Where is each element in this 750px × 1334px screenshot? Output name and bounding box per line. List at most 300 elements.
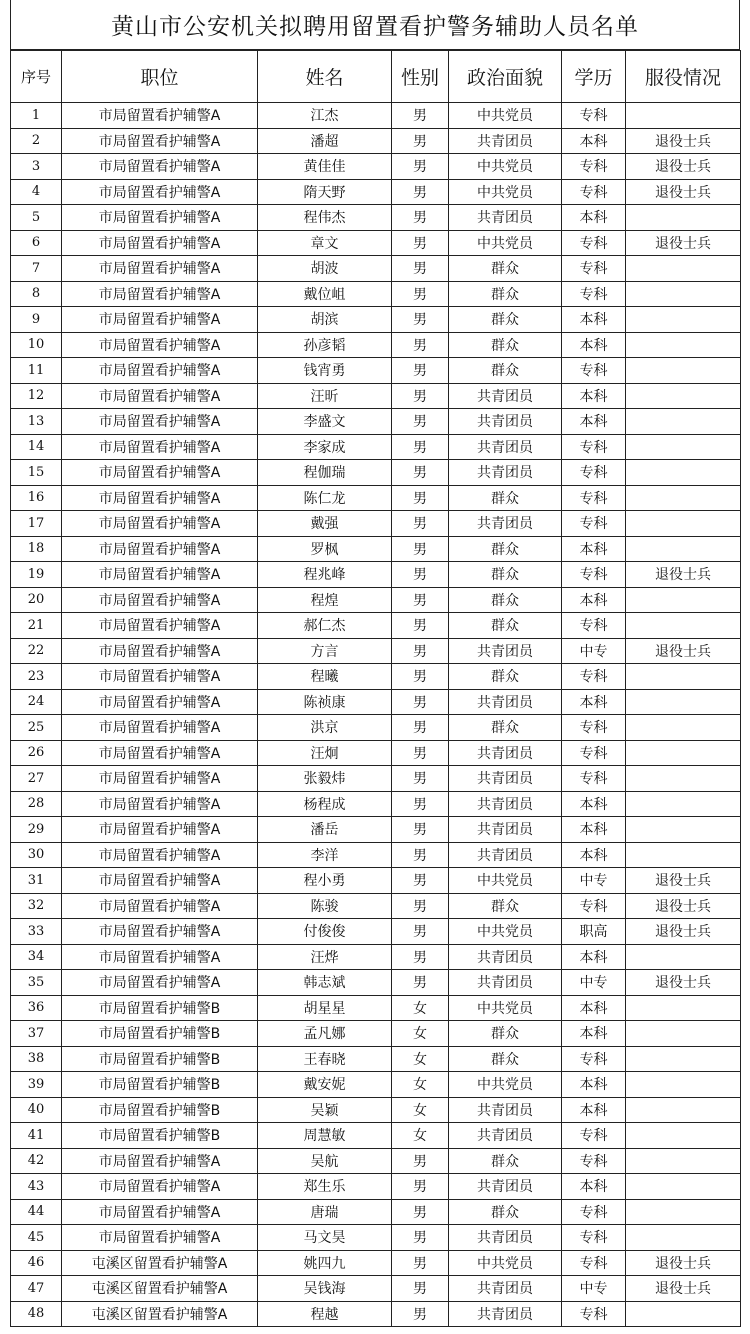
- cell-military-service: [626, 1072, 741, 1098]
- table-row: [11, 1225, 741, 1251]
- cell-serial: 28: [11, 791, 62, 817]
- cell-education: 本科: [562, 1174, 626, 1200]
- cell-name: 罗枫: [258, 536, 392, 562]
- cell-education: 专科: [562, 154, 626, 180]
- cell-military-service: [626, 256, 741, 282]
- cell-gender: 男: [392, 230, 449, 256]
- cell-gender: 男: [392, 358, 449, 384]
- cell-military-service: [626, 1148, 741, 1174]
- cell-serial: 17: [11, 511, 62, 537]
- table-row: [11, 893, 741, 919]
- cell-position: 市局留置看护辅警A: [62, 842, 258, 868]
- cell-military-service: 退役士兵: [626, 868, 741, 894]
- cell-political-status: 共青团员: [449, 383, 562, 409]
- cell-gender: 女: [392, 995, 449, 1021]
- cell-military-service: [626, 409, 741, 435]
- header-education: 学历: [562, 51, 626, 103]
- cell-political-status: 群众: [449, 307, 562, 333]
- cell-name: 李洋: [258, 842, 392, 868]
- cell-military-service: [626, 715, 741, 741]
- cell-education: 本科: [562, 842, 626, 868]
- cell-education: 本科: [562, 944, 626, 970]
- cell-gender: 男: [392, 1276, 449, 1302]
- cell-position: 市局留置看护辅警A: [62, 715, 258, 741]
- table-row: [11, 995, 741, 1021]
- cell-serial: 36: [11, 995, 62, 1021]
- cell-military-service: [626, 511, 741, 537]
- cell-serial: 45: [11, 1225, 62, 1251]
- cell-position: 市局留置看护辅警A: [62, 766, 258, 792]
- cell-serial: 26: [11, 740, 62, 766]
- cell-serial: 13: [11, 409, 62, 435]
- cell-education: 本科: [562, 1072, 626, 1098]
- table-row: [11, 638, 741, 664]
- cell-name: 汪烨: [258, 944, 392, 970]
- cell-name: 程伟杰: [258, 205, 392, 231]
- cell-political-status: 共青团员: [449, 791, 562, 817]
- cell-serial: 2: [11, 128, 62, 154]
- cell-political-status: 群众: [449, 893, 562, 919]
- cell-position: 市局留置看护辅警A: [62, 358, 258, 384]
- cell-education: 本科: [562, 1097, 626, 1123]
- cell-military-service: [626, 281, 741, 307]
- table-row: [11, 358, 741, 384]
- cell-education: 专科: [562, 358, 626, 384]
- cell-serial: 8: [11, 281, 62, 307]
- cell-position: 屯溪区留置看护辅警A: [62, 1250, 258, 1276]
- cell-position: 市局留置看护辅警A: [62, 1174, 258, 1200]
- cell-education: 专科: [562, 511, 626, 537]
- cell-military-service: [626, 995, 741, 1021]
- header-position: 职位: [62, 51, 258, 103]
- cell-gender: 男: [392, 817, 449, 843]
- cell-education: 本科: [562, 995, 626, 1021]
- cell-name: 陈祯康: [258, 689, 392, 715]
- cell-political-status: 中共党员: [449, 919, 562, 945]
- cell-serial: 44: [11, 1199, 62, 1225]
- table-row: [11, 1276, 741, 1302]
- cell-gender: 男: [392, 1225, 449, 1251]
- cell-political-status: 群众: [449, 1021, 562, 1047]
- cell-political-status: 群众: [449, 485, 562, 511]
- cell-serial: 19: [11, 562, 62, 588]
- table-row: [11, 766, 741, 792]
- table-header-row: [11, 51, 741, 103]
- cell-political-status: 共青团员: [449, 1174, 562, 1200]
- cell-gender: 男: [392, 613, 449, 639]
- cell-position: 市局留置看护辅警B: [62, 1046, 258, 1072]
- cell-military-service: 退役士兵: [626, 1250, 741, 1276]
- cell-military-service: 退役士兵: [626, 562, 741, 588]
- cell-military-service: [626, 358, 741, 384]
- cell-political-status: 群众: [449, 536, 562, 562]
- cell-military-service: [626, 434, 741, 460]
- cell-gender: 男: [392, 970, 449, 996]
- cell-military-service: [626, 664, 741, 690]
- cell-military-service: [626, 817, 741, 843]
- cell-political-status: 共青团员: [449, 460, 562, 486]
- cell-education: 中专: [562, 970, 626, 996]
- cell-gender: 男: [392, 511, 449, 537]
- cell-position: 市局留置看护辅警A: [62, 383, 258, 409]
- cell-serial: 25: [11, 715, 62, 741]
- cell-serial: 5: [11, 205, 62, 231]
- cell-military-service: [626, 307, 741, 333]
- cell-military-service: [626, 740, 741, 766]
- cell-gender: 男: [392, 1199, 449, 1225]
- cell-military-service: 退役士兵: [626, 154, 741, 180]
- cell-gender: 男: [392, 664, 449, 690]
- table-row: [11, 128, 741, 154]
- cell-position: 市局留置看护辅警B: [62, 1021, 258, 1047]
- cell-serial: 32: [11, 893, 62, 919]
- cell-military-service: [626, 587, 741, 613]
- cell-serial: 30: [11, 842, 62, 868]
- cell-education: 专科: [562, 179, 626, 205]
- cell-gender: 男: [392, 205, 449, 231]
- table-row: [11, 1072, 741, 1098]
- cell-serial: 34: [11, 944, 62, 970]
- cell-gender: 男: [392, 307, 449, 333]
- cell-name: 李家成: [258, 434, 392, 460]
- cell-name: 汪炯: [258, 740, 392, 766]
- cell-political-status: 中共党员: [449, 995, 562, 1021]
- cell-education: 专科: [562, 281, 626, 307]
- cell-position: 市局留置看护辅警A: [62, 536, 258, 562]
- cell-political-status: 中共党员: [449, 1072, 562, 1098]
- cell-education: 本科: [562, 689, 626, 715]
- cell-military-service: 退役士兵: [626, 128, 741, 154]
- table-row: [11, 715, 741, 741]
- header-gender: 性别: [392, 51, 449, 103]
- cell-military-service: 退役士兵: [626, 230, 741, 256]
- cell-gender: 男: [392, 766, 449, 792]
- cell-education: 中专: [562, 638, 626, 664]
- cell-position: 市局留置看护辅警A: [62, 1225, 258, 1251]
- cell-political-status: 共青团员: [449, 740, 562, 766]
- cell-education: 专科: [562, 740, 626, 766]
- cell-position: 市局留置看护辅警A: [62, 103, 258, 129]
- table-row: [11, 817, 741, 843]
- cell-name: 张毅炜: [258, 766, 392, 792]
- cell-position: 市局留置看护辅警A: [62, 332, 258, 358]
- cell-gender: 男: [392, 281, 449, 307]
- cell-education: 专科: [562, 1199, 626, 1225]
- table-row: [11, 103, 741, 129]
- cell-political-status: 共青团员: [449, 1301, 562, 1327]
- document-title: 黄山市公安机关拟聘用留置看护警务辅助人员名单: [10, 0, 740, 50]
- table-row: [11, 664, 741, 690]
- cell-serial: 38: [11, 1046, 62, 1072]
- cell-name: 章文: [258, 230, 392, 256]
- table-row: [11, 1123, 741, 1149]
- cell-name: 李盛文: [258, 409, 392, 435]
- cell-political-status: 群众: [449, 358, 562, 384]
- roster-document: [10, 0, 740, 1327]
- cell-gender: 男: [392, 256, 449, 282]
- table-row: [11, 689, 741, 715]
- cell-name: 胡波: [258, 256, 392, 282]
- cell-gender: 女: [392, 1072, 449, 1098]
- table-row: [11, 970, 741, 996]
- cell-position: 屯溪区留置看护辅警A: [62, 1301, 258, 1327]
- table-row: [11, 1046, 741, 1072]
- cell-position: 市局留置看护辅警A: [62, 791, 258, 817]
- cell-name: 黄佳佳: [258, 154, 392, 180]
- cell-gender: 男: [392, 893, 449, 919]
- cell-gender: 男: [392, 842, 449, 868]
- table-row: [11, 536, 741, 562]
- cell-political-status: 共青团员: [449, 1097, 562, 1123]
- cell-gender: 女: [392, 1046, 449, 1072]
- cell-name: 付俊俊: [258, 919, 392, 945]
- cell-gender: 男: [392, 434, 449, 460]
- cell-political-status: 群众: [449, 613, 562, 639]
- cell-gender: 男: [392, 587, 449, 613]
- cell-education: 专科: [562, 230, 626, 256]
- cell-education: 中专: [562, 1276, 626, 1302]
- table-row: [11, 740, 741, 766]
- cell-position: 市局留置看护辅警A: [62, 970, 258, 996]
- cell-military-service: 退役士兵: [626, 638, 741, 664]
- cell-name: 胡滨: [258, 307, 392, 333]
- cell-political-status: 群众: [449, 664, 562, 690]
- cell-education: 中专: [562, 868, 626, 894]
- cell-name: 周慧敏: [258, 1123, 392, 1149]
- cell-gender: 男: [392, 536, 449, 562]
- table-row: [11, 179, 741, 205]
- cell-gender: 男: [392, 383, 449, 409]
- table-row: [11, 613, 741, 639]
- cell-education: 本科: [562, 307, 626, 333]
- cell-education: 本科: [562, 332, 626, 358]
- cell-name: 戴安妮: [258, 1072, 392, 1098]
- cell-education: 本科: [562, 536, 626, 562]
- cell-education: 专科: [562, 1301, 626, 1327]
- cell-military-service: [626, 536, 741, 562]
- cell-serial: 27: [11, 766, 62, 792]
- header-military-service: 服役情况: [626, 51, 741, 103]
- cell-military-service: [626, 1174, 741, 1200]
- table-row: [11, 434, 741, 460]
- cell-education: 专科: [562, 1148, 626, 1174]
- table-row: [11, 154, 741, 180]
- cell-political-status: 共青团员: [449, 1123, 562, 1149]
- table-row: [11, 919, 741, 945]
- cell-position: 市局留置看护辅警A: [62, 179, 258, 205]
- cell-position: 市局留置看护辅警A: [62, 1199, 258, 1225]
- cell-education: 职高: [562, 919, 626, 945]
- cell-education: 专科: [562, 893, 626, 919]
- cell-political-status: 群众: [449, 1046, 562, 1072]
- cell-name: 汪昕: [258, 383, 392, 409]
- cell-gender: 男: [392, 919, 449, 945]
- cell-education: 本科: [562, 205, 626, 231]
- cell-military-service: 退役士兵: [626, 179, 741, 205]
- cell-position: 市局留置看护辅警A: [62, 460, 258, 486]
- cell-political-status: 群众: [449, 1199, 562, 1225]
- table-row: [11, 1021, 741, 1047]
- cell-name: 戴强: [258, 511, 392, 537]
- cell-political-status: 共青团员: [449, 434, 562, 460]
- cell-military-service: [626, 1097, 741, 1123]
- cell-gender: 男: [392, 179, 449, 205]
- cell-serial: 21: [11, 613, 62, 639]
- cell-serial: 16: [11, 485, 62, 511]
- cell-gender: 男: [392, 460, 449, 486]
- cell-serial: 47: [11, 1276, 62, 1302]
- cell-serial: 39: [11, 1072, 62, 1098]
- cell-military-service: [626, 1199, 741, 1225]
- cell-name: 郝仁杰: [258, 613, 392, 639]
- cell-gender: 男: [392, 638, 449, 664]
- cell-name: 胡星星: [258, 995, 392, 1021]
- cell-position: 市局留置看护辅警A: [62, 485, 258, 511]
- cell-education: 专科: [562, 715, 626, 741]
- cell-position: 市局留置看护辅警A: [62, 230, 258, 256]
- cell-name: 潘岳: [258, 817, 392, 843]
- cell-military-service: 退役士兵: [626, 970, 741, 996]
- cell-political-status: 共青团员: [449, 205, 562, 231]
- cell-position: 市局留置看护辅警A: [62, 919, 258, 945]
- cell-political-status: 共青团员: [449, 638, 562, 664]
- cell-political-status: 群众: [449, 256, 562, 282]
- cell-military-service: [626, 460, 741, 486]
- cell-gender: 男: [392, 103, 449, 129]
- cell-education: 专科: [562, 1046, 626, 1072]
- cell-position: 市局留置看护辅警B: [62, 1123, 258, 1149]
- cell-political-status: 群众: [449, 1148, 562, 1174]
- cell-serial: 43: [11, 1174, 62, 1200]
- cell-military-service: [626, 689, 741, 715]
- cell-serial: 48: [11, 1301, 62, 1327]
- table-row: [11, 409, 741, 435]
- cell-serial: 40: [11, 1097, 62, 1123]
- cell-serial: 31: [11, 868, 62, 894]
- table-row: [11, 587, 741, 613]
- cell-position: 市局留置看护辅警A: [62, 562, 258, 588]
- table-row: [11, 562, 741, 588]
- cell-military-service: [626, 1225, 741, 1251]
- cell-name: 孟凡娜: [258, 1021, 392, 1047]
- cell-name: 吴航: [258, 1148, 392, 1174]
- cell-military-service: [626, 205, 741, 231]
- cell-education: 本科: [562, 1021, 626, 1047]
- cell-education: 专科: [562, 1225, 626, 1251]
- cell-position: 市局留置看护辅警B: [62, 995, 258, 1021]
- cell-gender: 女: [392, 1021, 449, 1047]
- cell-name: 程伽瑞: [258, 460, 392, 486]
- cell-military-service: [626, 613, 741, 639]
- cell-serial: 46: [11, 1250, 62, 1276]
- cell-military-service: [626, 1021, 741, 1047]
- cell-gender: 男: [392, 1148, 449, 1174]
- cell-education: 专科: [562, 103, 626, 129]
- header-name: 姓名: [258, 51, 392, 103]
- cell-serial: 24: [11, 689, 62, 715]
- cell-position: 市局留置看护辅警A: [62, 256, 258, 282]
- cell-position: 市局留置看护辅警A: [62, 128, 258, 154]
- cell-education: 本科: [562, 409, 626, 435]
- cell-serial: 14: [11, 434, 62, 460]
- cell-serial: 37: [11, 1021, 62, 1047]
- cell-serial: 18: [11, 536, 62, 562]
- cell-position: 市局留置看护辅警A: [62, 434, 258, 460]
- table-row: [11, 332, 741, 358]
- cell-position: 屯溪区留置看护辅警A: [62, 1276, 258, 1302]
- roster-table: [10, 50, 741, 1327]
- cell-education: 专科: [562, 460, 626, 486]
- cell-position: 市局留置看护辅警A: [62, 817, 258, 843]
- cell-name: 陈仁龙: [258, 485, 392, 511]
- table-row: [11, 1174, 741, 1200]
- cell-name: 程小勇: [258, 868, 392, 894]
- cell-serial: 1: [11, 103, 62, 129]
- table-row: [11, 485, 741, 511]
- cell-position: 市局留置看护辅警A: [62, 638, 258, 664]
- cell-name: 吴颖: [258, 1097, 392, 1123]
- cell-military-service: [626, 842, 741, 868]
- cell-military-service: 退役士兵: [626, 919, 741, 945]
- cell-military-service: [626, 485, 741, 511]
- cell-position: 市局留置看护辅警A: [62, 511, 258, 537]
- cell-position: 市局留置看护辅警A: [62, 1148, 258, 1174]
- cell-name: 程曦: [258, 664, 392, 690]
- cell-political-status: 群众: [449, 562, 562, 588]
- cell-political-status: 群众: [449, 281, 562, 307]
- cell-education: 专科: [562, 613, 626, 639]
- cell-serial: 9: [11, 307, 62, 333]
- cell-name: 潘超: [258, 128, 392, 154]
- cell-position: 市局留置看护辅警A: [62, 281, 258, 307]
- cell-education: 专科: [562, 1250, 626, 1276]
- cell-education: 本科: [562, 817, 626, 843]
- cell-name: 隋天野: [258, 179, 392, 205]
- cell-gender: 男: [392, 1174, 449, 1200]
- cell-education: 专科: [562, 766, 626, 792]
- table-row: [11, 791, 741, 817]
- cell-position: 市局留置看护辅警A: [62, 740, 258, 766]
- table-row: [11, 307, 741, 333]
- table-row: [11, 1199, 741, 1225]
- cell-political-status: 中共党员: [449, 1250, 562, 1276]
- cell-serial: 3: [11, 154, 62, 180]
- cell-political-status: 共青团员: [449, 970, 562, 996]
- cell-gender: 女: [392, 1097, 449, 1123]
- table-row: [11, 256, 741, 282]
- cell-military-service: [626, 103, 741, 129]
- cell-political-status: 共青团员: [449, 944, 562, 970]
- cell-position: 市局留置看护辅警A: [62, 664, 258, 690]
- cell-political-status: 中共党员: [449, 230, 562, 256]
- cell-serial: 4: [11, 179, 62, 205]
- cell-name: 杨程成: [258, 791, 392, 817]
- cell-position: 市局留置看护辅警B: [62, 1072, 258, 1098]
- cell-serial: 22: [11, 638, 62, 664]
- cell-political-status: 共青团员: [449, 817, 562, 843]
- cell-position: 市局留置看护辅警A: [62, 689, 258, 715]
- cell-military-service: 退役士兵: [626, 893, 741, 919]
- cell-name: 吴钱海: [258, 1276, 392, 1302]
- cell-gender: 男: [392, 1301, 449, 1327]
- cell-gender: 男: [392, 1250, 449, 1276]
- cell-gender: 男: [392, 154, 449, 180]
- cell-position: 市局留置看护辅警A: [62, 154, 258, 180]
- cell-political-status: 共青团员: [449, 128, 562, 154]
- cell-education: 专科: [562, 1123, 626, 1149]
- cell-political-status: 共青团员: [449, 766, 562, 792]
- cell-military-service: [626, 766, 741, 792]
